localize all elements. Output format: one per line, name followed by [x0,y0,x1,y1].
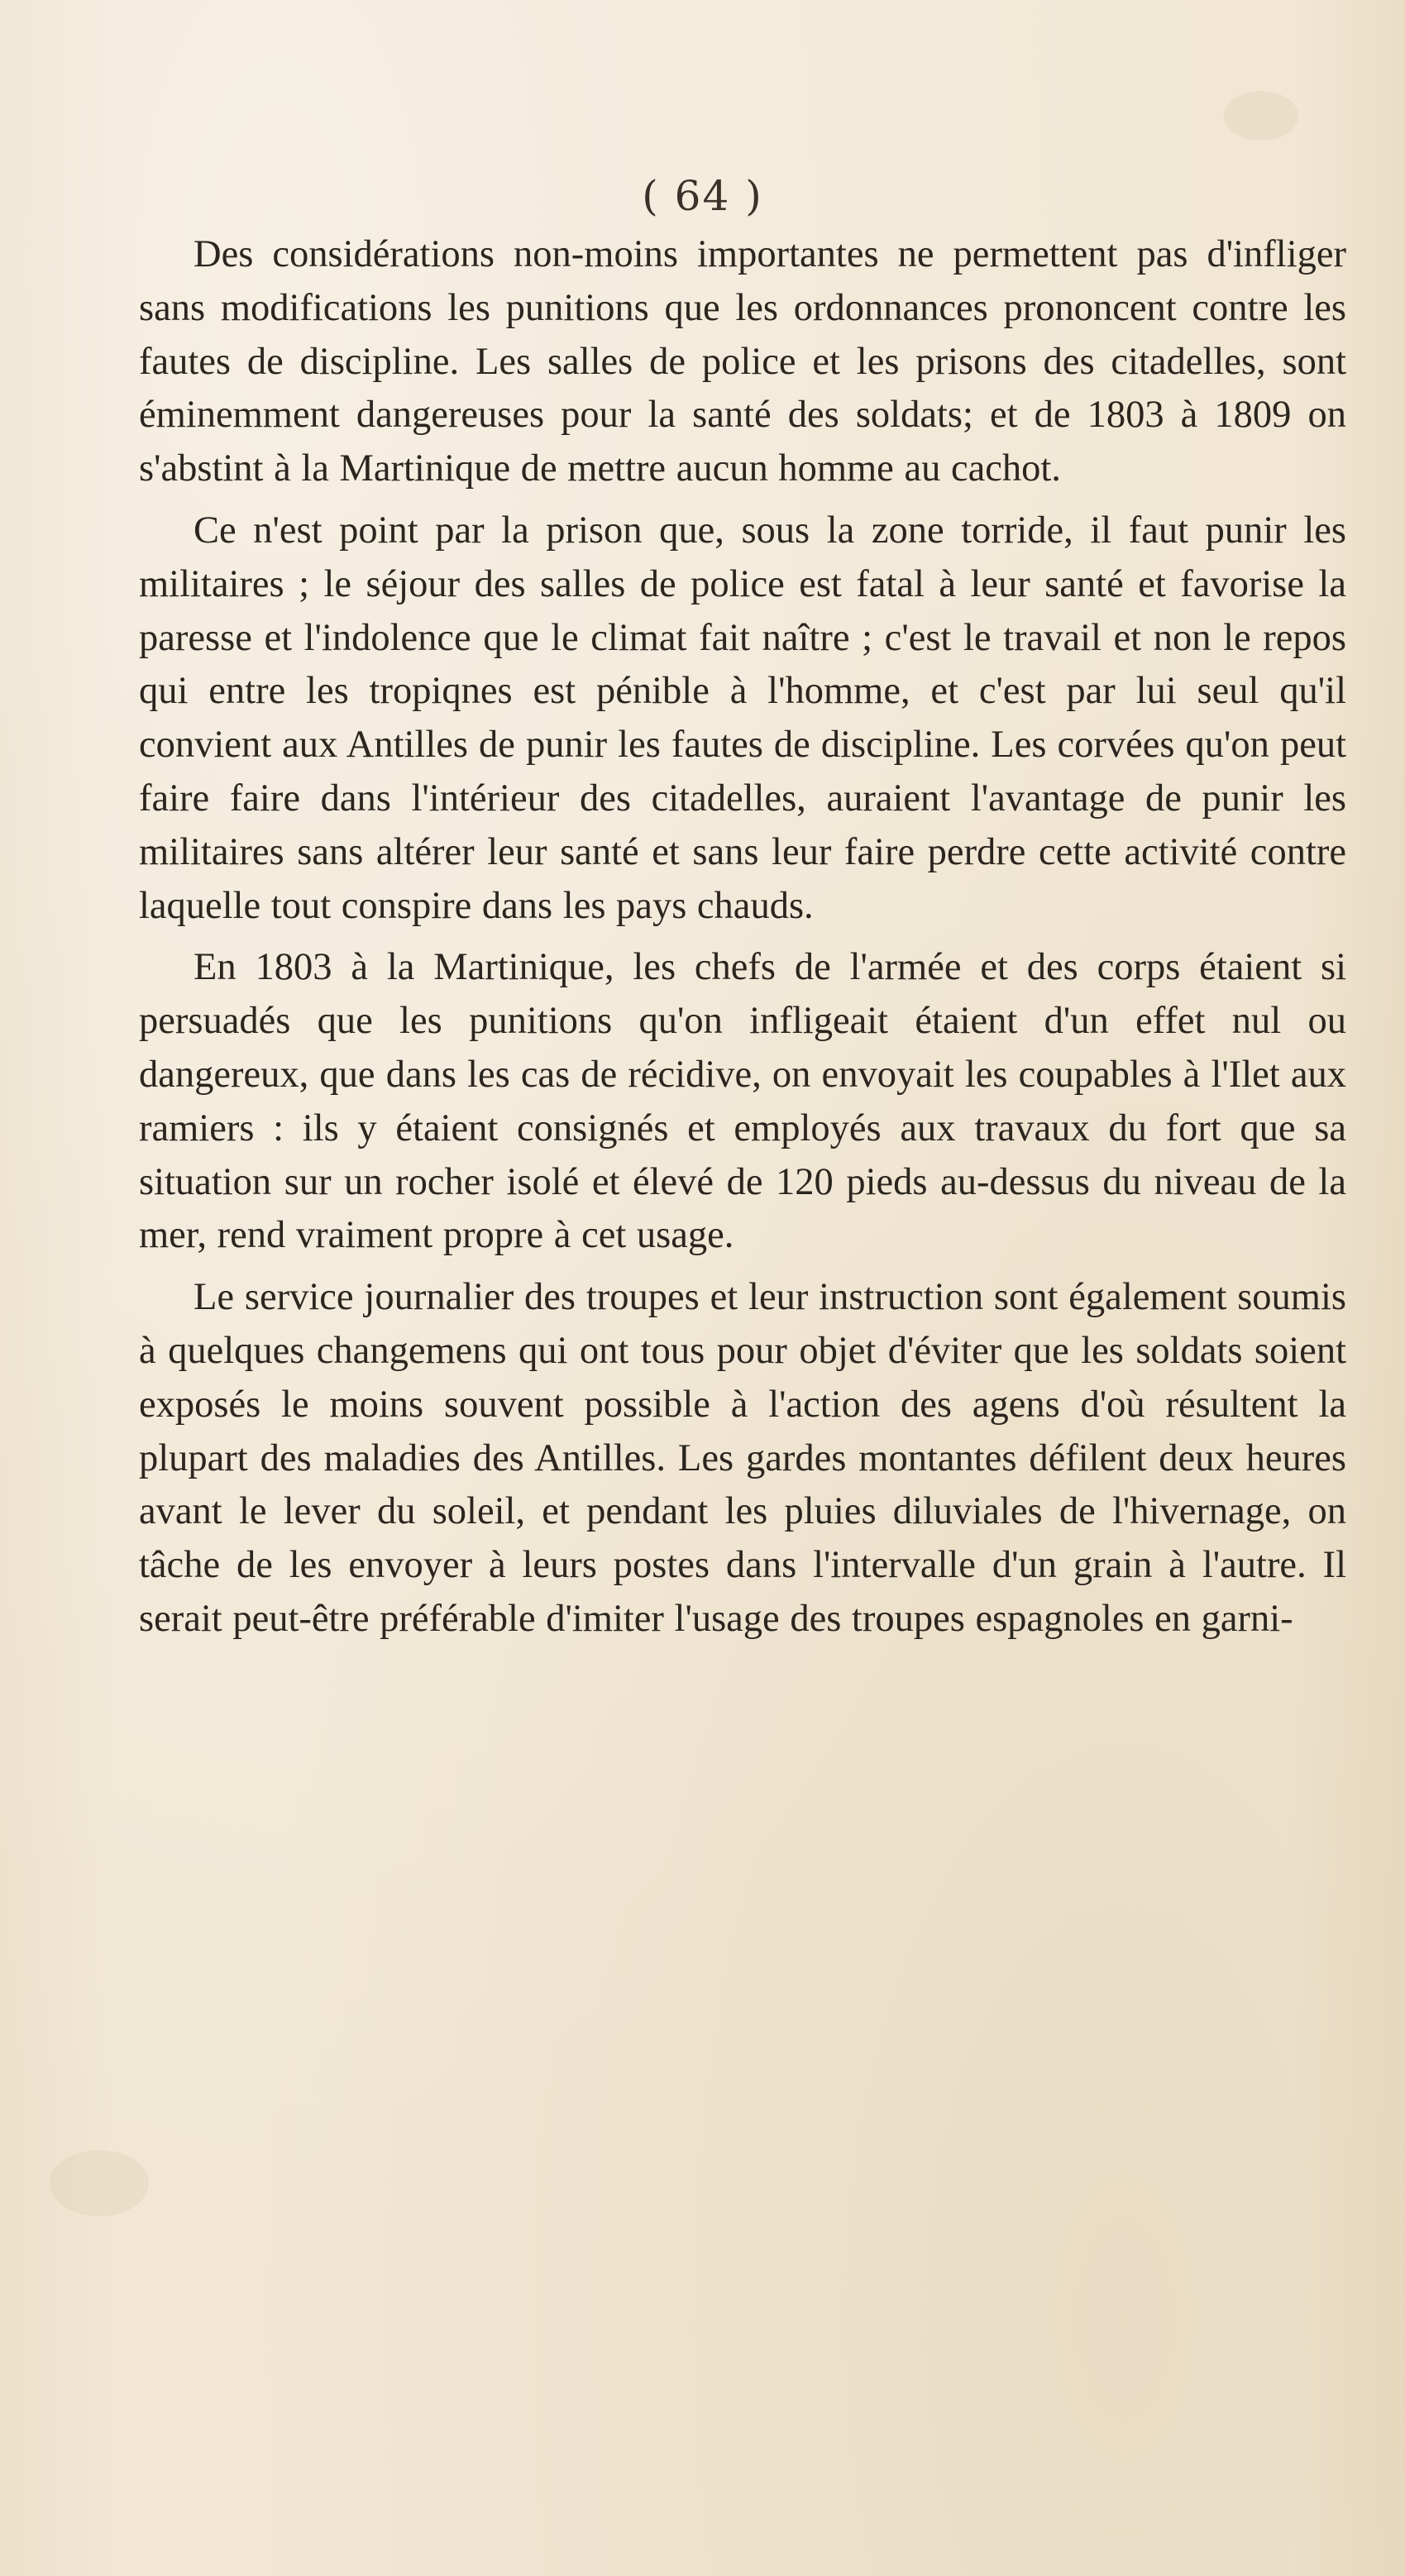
paragraph-3: En 1803 à la Martinique, les chefs de l'armée et des corps étaient si persuadés que les punitions qu'on infligeait étaient d'un effet nul ou dangereux, que dans les cas de récidive, on envoyait les coupables à l'Ilet aux ramiers : ils y étaient consignés et employés aux travaux du fort que sa situation sur un rocher isolé et élevé de 120 pieds au-dessus du niveau de la mer, rend vraiment propre à cet usage. [139,946,1346,1257]
paper-stain [1224,91,1298,141]
paragraph-1: Des considérations non-moins importantes ne permettent pas d'infliger sans modifications les punitions que les ordonnances prononcent contre les fautes de discipline. Les salles de police et les prisons des citadelles, sont éminemment dangereuses pour la santé des soldats; et de 1803 à 1809 on s'abstint à la Martinique de mettre aucun homme au cachot. [139,233,1346,490]
body-text [139,228,1346,1646]
paragraph-4: Le service journalier des troupes et leur instruction sont également soumis à quelques changemens qui ont tous pour objet d'éviter que les soldats soient exposés le moins souvent possible à l'action des agens d'où résultent la plupart des maladies des Antilles. Les gardes montantes défilent deux heures avant le lever du soleil, et pendant les pluies diluviales de l'hivernage, on tâche de les envoyer à leurs postes dans l'intervalle d'un grain à l'autre. Il serait peut-être préférable d'imiter l'usage des troupes espagnoles en garni- [139,1276,1346,1640]
page-number: ( 64 ) [642,172,763,220]
paragraph-2: Ce n'est point par la prison que, sous la zone torride, il faut punir les militaires ; le séjour des salles de police est fatal à leur santé et favorise la paresse et l'indolence que le climat fait naître ; c'est le travail et non le repos qui entre les tropiqnes est pénible à l'homme, et c'est par lui seul qu'il convient aux Antilles de punir les fautes de discipline. Les corvées qu'on peut faire faire dans l'intérieur des citadelles, auraient l'avantage de punir les militaires sans altérer leur santé et sans leur faire perdre cette activité contre laquelle tout conspire dans les pays chauds. [139,509,1346,927]
paper-stain [50,2150,149,2216]
